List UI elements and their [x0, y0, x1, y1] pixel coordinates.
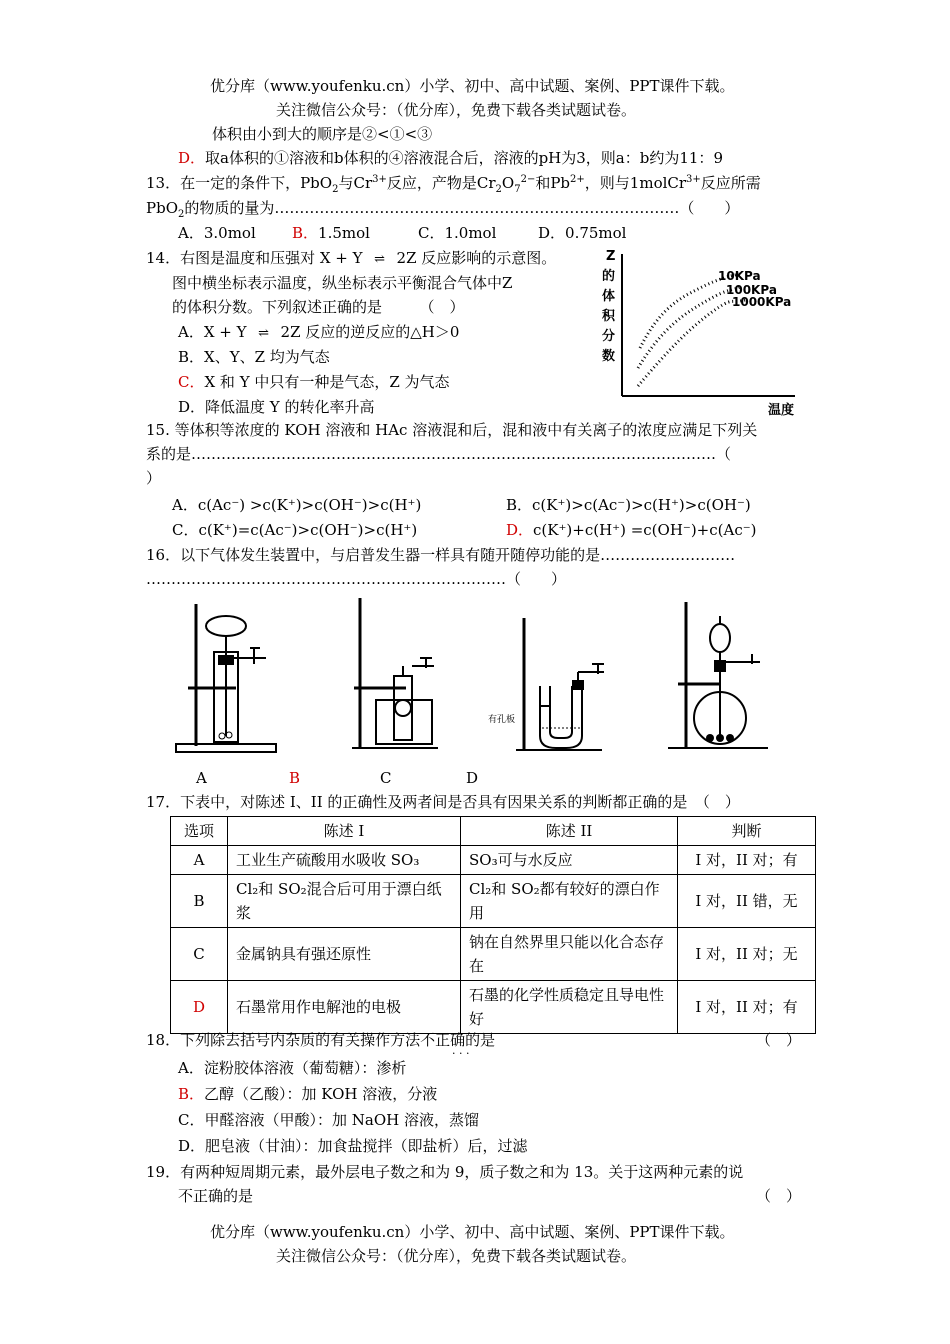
q13-option-a: A．3.0mol: [178, 224, 256, 242]
q14-option-a: A．X + Y ⇌ 2Z 反应的逆反应的△H＞0: [178, 322, 459, 344]
q13-option-c: C．1.0mol: [418, 224, 497, 242]
chart-ylabel-char: 的: [602, 269, 616, 284]
table-row: B Cl₂和 SO₂混合后可用于漂白纸浆 Cl₂和 SO₂都有较好的漂白作用 I 对，II 错，无: [171, 875, 816, 928]
chart-ylabel-char: 体: [602, 289, 616, 304]
q13-stem-line-1: 13．在一定的条件下，PbO$_2$与$Cr^{3+}$反应，产物是$Cr_2O_7^{2-}$和$Pb^{2+}$，则与1molCr$^{3+}$反应所需: [146, 174, 761, 195]
q17-stem: 17．下表中，对陈述 I、II 的正确性及两者间是否具有因果关系的判断都正确的是 （ ）: [146, 793, 740, 811]
q14-option-b: B．X、Y、Z 均为气态: [178, 348, 330, 366]
q18-paren: （ ）: [756, 1031, 802, 1049]
q12-option-d: [178, 148, 723, 168]
q15-option-d: D．c(K⁺)+c(H⁺) =c(OH⁻)+c(Ac⁻): [506, 521, 757, 539]
apparatus-label-d: D: [466, 769, 479, 787]
q14-option-d: D．降低温度 Y 的转化率升高: [178, 398, 375, 416]
table-row: D 石墨常用作电解池的电极 石墨的化学性质稳定且导电性好 I 对，II 对；有: [171, 981, 816, 1034]
q18-stem: 18．下列除去括号内杂质的有关操作方法不正确的是: [146, 1031, 496, 1049]
chart-ylabel-char: 数: [602, 349, 616, 364]
chart-xlabel: 温度: [768, 403, 795, 418]
header-line-1: 优分库（www.youfenku.cn）小学、初中、高中试题、案例、PPT课件下载。: [210, 77, 735, 95]
header-line-2: 关注微信公众号：（优分库），免费下载各类试题试卷。: [276, 101, 637, 119]
table-header: 选项: [171, 817, 228, 846]
q18-option-c: C．甲醛溶液（甲酸）：加 NaOH 溶液，蒸馏: [178, 1111, 479, 1129]
chart-legend-1000kpa: 1000KPa: [732, 295, 792, 309]
q13-stem-line-2: PbO$_2$的物质的量为………………………………………………………………………（ ）: [146, 199, 740, 220]
q14-stem-line-1: 14．右图是温度和压强对 X + Y ⇌ 2Z 反应影响的示意图。: [146, 248, 556, 270]
apparatus-d-icon: [664, 600, 774, 756]
q15-stem-line-3: ）: [146, 469, 162, 487]
q15-stem-line-1: 15. 等体积等浓度的 KOH 溶液和 HAc 溶液混和后，混和液中有关离子的浓度应满足下列关: [146, 421, 758, 439]
q13-option-d: D．0.75mol: [538, 224, 627, 242]
q19-paren: （ ）: [756, 1187, 802, 1205]
apparatus-c-icon: [486, 616, 606, 756]
q16-stem-line-2: ………………………………………………………………（ ）: [146, 570, 567, 588]
chart-curve-1000kpa: [638, 300, 745, 386]
q18-option-a: A．淀粉胶体溶液（葡萄糖）：渗析: [178, 1059, 407, 1077]
apparatus-label-a: A: [196, 769, 207, 787]
apparatus-label-c: C: [380, 769, 392, 787]
apparatus-b-icon: [346, 596, 446, 756]
q12-continuation: 体积由小到大的顺序是②<①<③: [212, 125, 433, 143]
q18-emphasis-dots: · · ·: [452, 1047, 470, 1060]
apparatus-label-b: B: [289, 769, 301, 787]
apparatus-a-icon: [170, 600, 280, 760]
q14-stem-line-3: 的体积分数。下列叙述正确的是 （ ）: [172, 298, 465, 316]
equilibrium-arrow-icon: ⇌: [374, 252, 385, 267]
q17-table: [170, 816, 816, 1034]
table-header: 判断: [678, 817, 816, 846]
table-row: C 金属钠具有强还原性 钠在自然界里只能以化合态存在 I 对，II 对；无: [171, 928, 816, 981]
table-row: A 工业生产硫酸用水吸收 SO₃ SO₃可与水反应 I 对，II 对；有: [171, 846, 816, 875]
q15-stem-line-2: 系的是……………………………………………………………………………………………（: [146, 445, 732, 463]
q14-chart: [590, 248, 810, 418]
q19-stem-line-1: 19．有两种短周期元素，最外层电子数之和为 9，质子数之和为 13。关于这两种元素的说: [146, 1163, 744, 1181]
q16-stem-line-1: 16．以下气体发生装置中，与启普发生器一样具有随开随停功能的是………………………: [146, 546, 736, 564]
q12-option-d-label: D．: [178, 149, 206, 167]
chart-ylabel-char: Z: [606, 249, 616, 264]
q14-option-c: C．X 和 Y 中只有一种是气态，Z 为气态: [178, 373, 450, 391]
q15-option-c: C．c(K⁺)=c(Ac⁻)>c(OH⁻)>c(H⁺): [172, 521, 418, 539]
q15-option-a: A．c(Ac⁻) >c(K⁺)>c(OH⁻)>c(H⁺): [172, 496, 422, 514]
chart-curve-10kpa: [640, 274, 740, 348]
q19-stem-line-2: 不正确的是: [178, 1187, 254, 1205]
q18-option-b: B．乙醇（乙酸）：加 KOH 溶液，分液: [178, 1085, 438, 1103]
footer-line-1: 优分库（www.youfenku.cn）小学、初中、高中试题、案例、PPT课件下载。: [210, 1223, 735, 1241]
chart-ylabel-char: 积: [602, 309, 616, 324]
footer-line-2: 关注微信公众号：（优分库），免费下载各类试题试卷。: [276, 1247, 637, 1265]
q18-option-d: D．肥皂液（甘油）：加食盐搅拌（即盐析）后，过滤: [178, 1137, 528, 1155]
chart-legend-100kpa: 100KPa: [726, 283, 777, 297]
q14-stem-line-2: 图中横坐标表示温度，纵坐标表示平衡混合气体中Z: [172, 274, 513, 292]
table-header: 陈述 II: [461, 817, 678, 846]
apparatus-c-annotation: 有孔板: [488, 715, 516, 725]
equilibrium-arrow-icon: ⇌: [258, 326, 269, 341]
q12-option-d-text: 取a体积的①溶液和b体积的④溶液混合后，溶液的pH为3，则a：b约为11：9: [205, 149, 723, 167]
chart-legend-10kpa: 10KPa: [718, 269, 761, 283]
table-header: 陈述 I: [228, 817, 461, 846]
q13-option-b: B．1.5mol: [292, 224, 370, 242]
q15-option-b: B．c(K⁺)>c(Ac⁻)>c(H⁺)>c(OH⁻): [506, 496, 751, 514]
chart-ylabel-char: 分: [602, 329, 616, 344]
